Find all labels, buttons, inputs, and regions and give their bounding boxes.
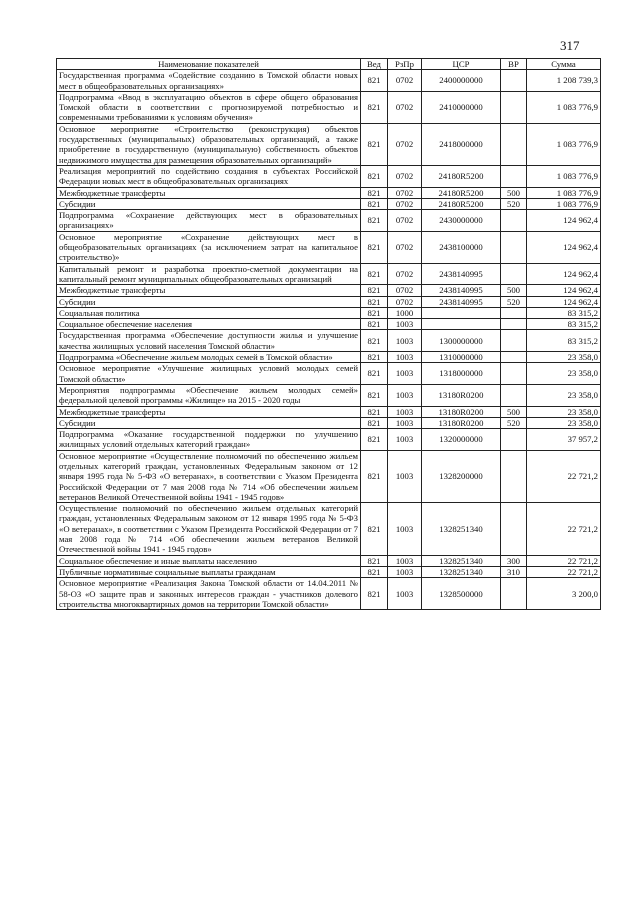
row-sum: 124 962,4	[527, 263, 601, 285]
table-row	[57, 406, 601, 417]
row-rzpr: 1003	[388, 417, 422, 428]
row-ved: 821	[361, 263, 388, 285]
table-row	[57, 285, 601, 296]
row-name: Подпрограмма «Сохранение действующих мест в образовательных организациях»	[57, 210, 361, 232]
row-name: Основное мероприятие «Сохранение действующих мест в общеобразовательных организациях (за исключением затрат на капитальное строительство)»	[57, 231, 361, 263]
header-sum: Сумма	[527, 59, 601, 70]
row-ved: 821	[361, 210, 388, 232]
table-row	[57, 450, 601, 502]
row-sum: 23 358,0	[527, 363, 601, 385]
row-csr: 1328200000	[422, 450, 501, 502]
row-name: Социальное обеспечение населения	[57, 319, 361, 330]
row-vr: 520	[501, 296, 527, 307]
row-ved: 821	[361, 319, 388, 330]
table-row	[57, 352, 601, 363]
row-csr: 1328251340	[422, 555, 501, 566]
row-rzpr: 0702	[388, 263, 422, 285]
row-vr	[501, 165, 527, 187]
row-ved: 821	[361, 352, 388, 363]
table-row	[57, 555, 601, 566]
row-vr: 520	[501, 417, 527, 428]
row-rzpr: 1000	[388, 307, 422, 318]
row-sum: 1 083 776,9	[527, 91, 601, 123]
row-vr	[501, 319, 527, 330]
row-sum: 23 358,0	[527, 417, 601, 428]
row-name: Основное мероприятие «Реализация Закона Томской области от 14.04.2011 № 58-ОЗ «О защите прав и законных интересов граждан - участников долевого строительства многоквартирных домов на территории Томской области»	[57, 578, 361, 610]
row-vr	[501, 263, 527, 285]
table-row	[57, 263, 601, 285]
row-name: Основное мероприятие «Улучшение жилищных условий молодых семей Томской области»	[57, 363, 361, 385]
row-ved: 821	[361, 450, 388, 502]
row-rzpr: 0702	[388, 231, 422, 263]
row-csr: 2438140995	[422, 296, 501, 307]
row-sum: 22 721,2	[527, 555, 601, 566]
row-csr	[422, 319, 501, 330]
row-sum: 23 358,0	[527, 352, 601, 363]
row-sum: 124 962,4	[527, 285, 601, 296]
row-sum: 83 315,2	[527, 330, 601, 352]
row-ved: 821	[361, 578, 388, 610]
row-rzpr: 0702	[388, 165, 422, 187]
row-ved: 821	[361, 123, 388, 165]
row-vr	[501, 231, 527, 263]
row-csr: 2438140995	[422, 263, 501, 285]
row-csr: 1318000000	[422, 363, 501, 385]
row-rzpr: 0702	[388, 210, 422, 232]
row-ved: 821	[361, 555, 388, 566]
row-vr	[501, 123, 527, 165]
row-rzpr: 1003	[388, 406, 422, 417]
row-csr	[422, 307, 501, 318]
row-sum: 37 957,2	[527, 429, 601, 451]
table-row	[57, 198, 601, 209]
row-csr: 13180R0200	[422, 417, 501, 428]
row-vr	[501, 210, 527, 232]
row-csr: 2418000000	[422, 123, 501, 165]
row-rzpr: 1003	[388, 555, 422, 566]
row-sum: 23 358,0	[527, 406, 601, 417]
row-name: Осуществление полномочий по обеспечению жильем отдельных категорий граждан, установленных Федеральным законом от 12 января 1995 года № 5-ФЗ «О ветеранах», в соответствии с Указом Президента Российской Федерации от 7 мая 2008 года № 714 «Об обеспечении жильем ветеранов Великой Отечественной войны 1941 - 1945 годов»	[57, 503, 361, 555]
row-sum: 1 208 739,3	[527, 70, 601, 92]
row-name: Субсидии	[57, 417, 361, 428]
row-rzpr: 0702	[388, 187, 422, 198]
header-vr: ВР	[501, 59, 527, 70]
row-sum: 3 200,0	[527, 578, 601, 610]
row-vr: 500	[501, 406, 527, 417]
table-row	[57, 307, 601, 318]
row-csr: 2438140995	[422, 285, 501, 296]
row-csr: 2430000000	[422, 210, 501, 232]
table-header-row	[57, 59, 601, 70]
row-name: Государственная программа «Содействие созданию в Томской области новых мест в общеобразовательных организациях»	[57, 70, 361, 92]
row-name: Межбюджетные трансферты	[57, 285, 361, 296]
table-row	[57, 165, 601, 187]
row-csr: 1328251340	[422, 566, 501, 577]
row-vr	[501, 363, 527, 385]
row-ved: 821	[361, 417, 388, 428]
header-csr: ЦСР	[422, 59, 501, 70]
row-vr	[501, 330, 527, 352]
row-name: Мероприятия подпрограммы «Обеспечение жильем молодых семей» федеральной целевой программы «Жилище» на 2015 - 2020 годы	[57, 384, 361, 406]
row-sum: 1 083 776,9	[527, 187, 601, 198]
row-name: Социальное обеспечение и иные выплаты населению	[57, 555, 361, 566]
page-number: 317	[560, 38, 580, 53]
row-sum: 1 083 776,9	[527, 123, 601, 165]
row-name: Подпрограмма «Оказание государственной поддержки по улучшению жилищных условий отдельных категорий граждан»	[57, 429, 361, 451]
row-ved: 821	[361, 406, 388, 417]
row-name: Государственная программа «Обеспечение доступности жилья и улучшение качества жилищных условий населения Томской области»	[57, 330, 361, 352]
row-csr: 2410000000	[422, 91, 501, 123]
row-rzpr: 1003	[388, 363, 422, 385]
header-ved: Вед	[361, 59, 388, 70]
table-row	[57, 187, 601, 198]
row-sum: 1 083 776,9	[527, 165, 601, 187]
row-ved: 821	[361, 285, 388, 296]
table-row	[57, 91, 601, 123]
row-sum: 23 358,0	[527, 384, 601, 406]
row-ved: 821	[361, 503, 388, 555]
row-rzpr: 1003	[388, 352, 422, 363]
row-name: Основное мероприятие «Строительство (реконструкция) объектов государственных (муниципальных) образовательных организаций, а также приобретение в государственную (муниципальную) собственность объектов недвижимого имущества для размещения образовательных организаций»	[57, 123, 361, 165]
table-row	[57, 330, 601, 352]
table-row	[57, 319, 601, 330]
row-vr: 310	[501, 566, 527, 577]
row-name: Межбюджетные трансферты	[57, 406, 361, 417]
table-row	[57, 429, 601, 451]
row-rzpr: 1003	[388, 429, 422, 451]
row-ved: 821	[361, 330, 388, 352]
row-vr	[501, 352, 527, 363]
row-rzpr: 0702	[388, 70, 422, 92]
table-row	[57, 296, 601, 307]
row-rzpr: 1003	[388, 578, 422, 610]
row-ved: 821	[361, 187, 388, 198]
row-name: Социальная политика	[57, 307, 361, 318]
row-csr: 24180R5200	[422, 165, 501, 187]
row-name: Реализация мероприятий по содействию создания в субъектах Российской Федерации новых мест в общеобразовательных организациях	[57, 165, 361, 187]
row-ved: 821	[361, 566, 388, 577]
row-ved: 821	[361, 296, 388, 307]
row-name: Субсидии	[57, 198, 361, 209]
row-name: Подпрограмма «Ввод в эксплуатацию объектов в сфере общего образования Томской области в соответствии с прогнозируемой потребностью и современными требованиями к условиям обучения»	[57, 91, 361, 123]
row-ved: 821	[361, 165, 388, 187]
table-row	[57, 70, 601, 92]
row-name: Публичные нормативные социальные выплаты гражданам	[57, 566, 361, 577]
row-vr: 520	[501, 198, 527, 209]
row-csr: 2400000000	[422, 70, 501, 92]
row-rzpr: 0702	[388, 123, 422, 165]
table-row	[57, 503, 601, 555]
row-sum: 22 721,2	[527, 503, 601, 555]
table-row	[57, 231, 601, 263]
row-vr	[501, 503, 527, 555]
row-csr: 13180R0200	[422, 384, 501, 406]
row-ved: 821	[361, 384, 388, 406]
row-rzpr: 1003	[388, 330, 422, 352]
row-rzpr: 0702	[388, 285, 422, 296]
row-rzpr: 1003	[388, 319, 422, 330]
row-rzpr: 0702	[388, 198, 422, 209]
header-rzpr: РзПр	[388, 59, 422, 70]
row-vr	[501, 307, 527, 318]
row-rzpr: 0702	[388, 91, 422, 123]
row-sum: 83 315,2	[527, 307, 601, 318]
row-rzpr: 1003	[388, 450, 422, 502]
row-csr: 2438100000	[422, 231, 501, 263]
row-rzpr: 0702	[388, 296, 422, 307]
table-row	[57, 566, 601, 577]
row-vr	[501, 91, 527, 123]
row-name: Межбюджетные трансферты	[57, 187, 361, 198]
row-vr: 300	[501, 555, 527, 566]
row-sum: 22 721,2	[527, 566, 601, 577]
row-csr: 24180R5200	[422, 198, 501, 209]
row-csr: 13180R0200	[422, 406, 501, 417]
table-row	[57, 578, 601, 610]
row-rzpr: 1003	[388, 503, 422, 555]
row-vr	[501, 70, 527, 92]
row-ved: 821	[361, 231, 388, 263]
row-ved: 821	[361, 307, 388, 318]
budget-table	[56, 58, 601, 610]
row-vr: 500	[501, 187, 527, 198]
row-rzpr: 1003	[388, 384, 422, 406]
row-sum: 124 962,4	[527, 210, 601, 232]
row-name: Основное мероприятие «Осуществление полномочий по обеспечению жильем отдельных категорий граждан, установленных Федеральным законом от 12 января 1995 года № 5-ФЗ «О ветеранах», в соответствии с Указом Президента Российской Федерации от 7 мая 2008 года № 714 «Об обеспечении жильем ветеранов Великой Отечественной войны 1941 - 1945 годов»	[57, 450, 361, 502]
row-sum: 1 083 776,9	[527, 198, 601, 209]
row-csr: 24180R5200	[422, 187, 501, 198]
row-csr: 1310000000	[422, 352, 501, 363]
row-name: Капитальный ремонт и разработка проектно-сметной документации на капитальный ремонт муниципальных общеобразовательных организаций	[57, 263, 361, 285]
row-csr: 1320000000	[422, 429, 501, 451]
row-sum: 83 315,2	[527, 319, 601, 330]
row-sum: 124 962,4	[527, 296, 601, 307]
row-csr: 1300000000	[422, 330, 501, 352]
row-ved: 821	[361, 363, 388, 385]
header-name: Наименование показателей	[57, 59, 361, 70]
row-csr: 1328500000	[422, 578, 501, 610]
row-csr: 1328251340	[422, 503, 501, 555]
table-row	[57, 363, 601, 385]
row-vr: 500	[501, 285, 527, 296]
row-sum: 124 962,4	[527, 231, 601, 263]
table-row	[57, 384, 601, 406]
row-vr	[501, 578, 527, 610]
table-row	[57, 210, 601, 232]
table-row	[57, 417, 601, 428]
row-vr	[501, 384, 527, 406]
row-ved: 821	[361, 429, 388, 451]
row-vr	[501, 429, 527, 451]
row-vr	[501, 450, 527, 502]
row-sum: 22 721,2	[527, 450, 601, 502]
row-ved: 821	[361, 70, 388, 92]
row-ved: 821	[361, 91, 388, 123]
row-name: Подпрограмма «Обеспечение жильем молодых семей в Томской области»	[57, 352, 361, 363]
row-rzpr: 1003	[388, 566, 422, 577]
table-row	[57, 123, 601, 165]
row-name: Субсидии	[57, 296, 361, 307]
row-ved: 821	[361, 198, 388, 209]
